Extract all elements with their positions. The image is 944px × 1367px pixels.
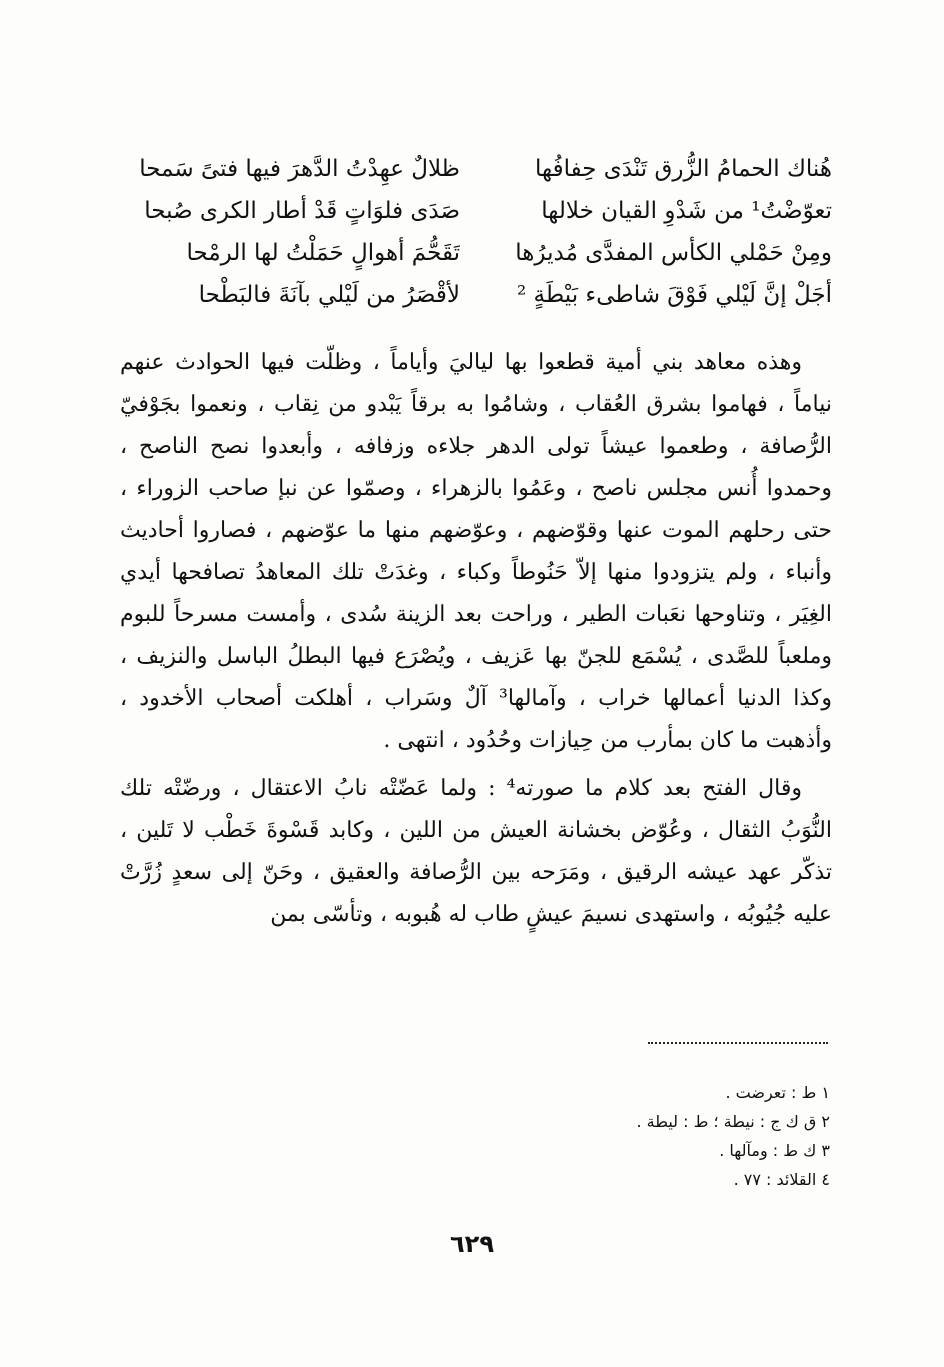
verse-line (120, 274, 832, 316)
page-number: ٦٢٩ (450, 1230, 494, 1258)
prose-paragraph: وقال الفتح بعد كلام ما صورته⁴ : ولما عَضّتْه نابُ الاعتقال ، ورضّتْه تلك النُّوَبُ الثقال ، وعُوّض بخشانة العيش من اللين ، وكابد قَسْوةَ خَطْب لا تَلين ، تذكّر عهد عيشه الرقيق ، ومَرَحه بين الرُّصافة والعقيق ، وحَنّ إلى سعدٍ زُرَّتْ عليه جُيُوبُه ، واستهدى نسيمَ عيشٍ طاب له هُبوبه ، وتأسّى بمن (120, 776, 832, 927)
verse-first-hemistich: ومِنْ حَمْلي الكأس المفدَّى مُديرُها (515, 240, 832, 266)
verse-second-hemistich: تَقَحُّمَ أهوالٍ حَمَلْتُ لها الرمْحا (186, 240, 460, 266)
verse-second-hemistich: صَدَى فلوَاتٍ قَدْ أطار الكرى صُبحا (144, 198, 460, 224)
footnote-item: ٣ ك ط : ومآلها . (719, 1141, 830, 1160)
verse-line (120, 190, 832, 232)
footnote-item: ٤ القلائد : ٧٧ . (733, 1170, 830, 1189)
verse-first-hemistich: هُناك الحمامُ الزُّرق تَنْدَى حِفافُها (535, 156, 832, 182)
verse-line (120, 148, 832, 190)
verse-second-hemistich: لأقْصَرُ من لَيْلي بآنَةَ فالبَطْحا (198, 282, 460, 308)
footnote-item: ٢ ق ك ج : نيطة ؛ ط : ليطة . (636, 1112, 830, 1131)
verse-first-hemistich: تعوّضْتُ¹ من شَدْوِ القيان خلالها (541, 198, 832, 224)
prose-paragraph: وهذه معاهد بني أمية قطعوا بها لياليَ وأياماً ، وظلّت فيها الحوادث عنهم نياماً ، فهاموا بشرق العُقاب ، وشامُوا به برقاً يَبْدو من نِقاب ، ونعموا بجَوْفيّ الرُّصافة ، وطعموا عيشاً تولى الدهر جلاءه وزفافه ، وأبعدوا نصح الناصح ، وحمدوا أُنس مجلس ناصح ، وعَمُوا بالزهراء ، وصمّوا عن نبإ صاحب الزوراء ، حتى رحلهم الموت عنها وقوّضهم ، وعوّضهم منها ما عوّضهم ، فصاروا أحاديث وأنباء ، ولم يتزودوا منها إلاّ حَنُوطاً وكباء ، وغدَتْ تلك المعاهدُ تصافحها أيدي الغِيَر ، وتناوحها نعَبات الطير ، وراحت بعد الزينة سُدى ، وأمست مسرحاً للبوم وملعباً للصَّدى ، يُسْمَع للجنّ بها عَزيف ، ويُصْرَع فيها البطلُ الباسل والنزيف ، وكذا الدنيا أعمالها خراب ، وآمالها³ آلٌ وسَراب ، أهلكت أصحاب الأخدود ، وأذهبت ما كان بمأرب من حِيازات وحُدُود ، انتهى . (120, 350, 832, 753)
prose-body (120, 342, 832, 942)
footnote-divider (648, 1042, 828, 1044)
verse-first-hemistich: أجَلْ إنَّ لَيْلي فَوْقَ شاطىء بَيْطَةٍ ² (517, 282, 832, 308)
poem-verses (120, 148, 832, 316)
footnotes (400, 1078, 830, 1194)
verse-second-hemistich: ظلالٌ عهِدْتُ الدَّهرَ فيها فتىً سَمحا (139, 156, 460, 182)
verse-line (120, 232, 832, 274)
footnote-item: ١ ط : تعرضت . (725, 1083, 830, 1102)
